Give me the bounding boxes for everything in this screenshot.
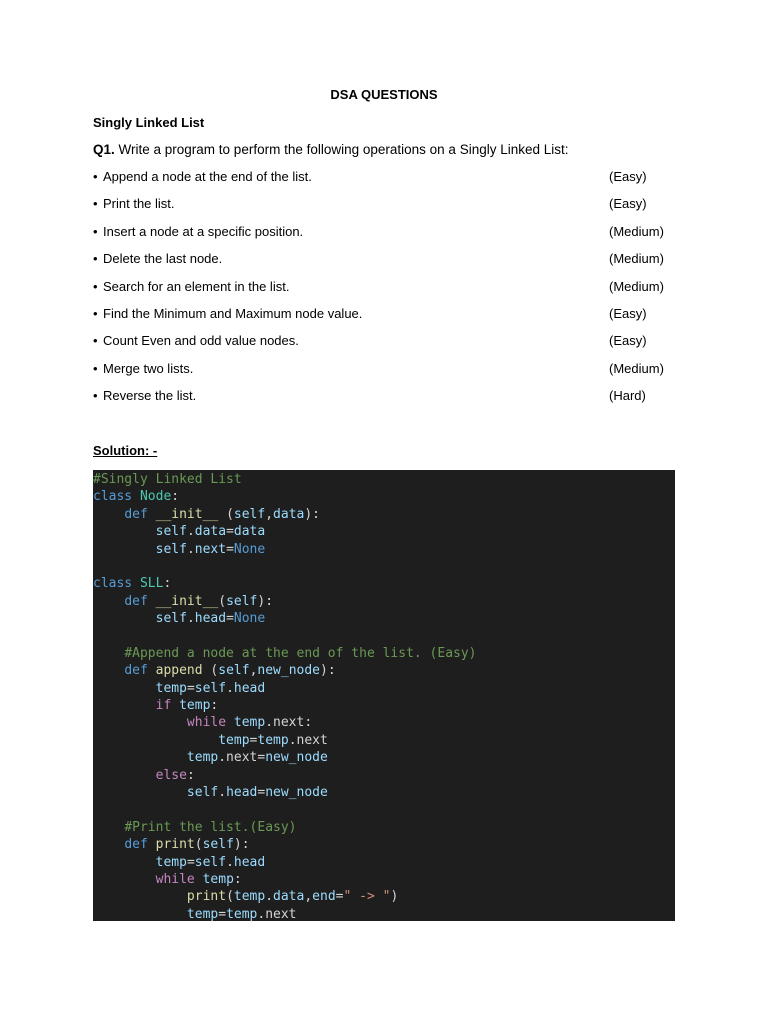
code-line bbox=[93, 575, 477, 592]
code-token: ) bbox=[390, 889, 399, 905]
code-token: SLL bbox=[139, 576, 164, 592]
code-line bbox=[93, 506, 477, 523]
code-token: def bbox=[124, 593, 148, 609]
task-difficulty: (Easy) bbox=[609, 305, 647, 321]
code-token: self bbox=[186, 785, 219, 801]
question-text: Write a program to perform the following operations on a Singly Linked List: bbox=[114, 142, 569, 157]
code-token bbox=[93, 507, 124, 522]
code-token: temp bbox=[155, 680, 187, 696]
bullet-icon: • bbox=[93, 333, 98, 349]
code-token: temp bbox=[186, 750, 219, 766]
code-token bbox=[93, 733, 218, 748]
bullet-icon: • bbox=[93, 251, 98, 267]
code-token: data bbox=[233, 524, 266, 540]
code-line bbox=[93, 767, 477, 784]
task-item bbox=[93, 361, 693, 388]
code-token: : bbox=[210, 698, 219, 714]
code-token: temp bbox=[179, 698, 211, 714]
task-difficulty: (Easy) bbox=[609, 333, 647, 349]
code-token: self bbox=[202, 837, 234, 853]
code-lines bbox=[93, 471, 477, 921]
code-token: self bbox=[194, 854, 227, 870]
code-token: def bbox=[124, 837, 148, 853]
code-line bbox=[93, 697, 477, 714]
code-token: = bbox=[186, 854, 195, 870]
code-token: new_node bbox=[257, 663, 321, 679]
code-token: None bbox=[233, 611, 266, 627]
code-token bbox=[93, 646, 124, 661]
code-token: = bbox=[226, 611, 234, 627]
code-token bbox=[195, 872, 203, 887]
code-token: ): bbox=[233, 837, 250, 853]
code-token: ( bbox=[218, 593, 227, 609]
task-text: Insert a node at a specific position. bbox=[103, 223, 304, 239]
code-token: __init__ bbox=[155, 506, 219, 522]
code-token bbox=[226, 715, 234, 730]
bullet-icon: • bbox=[93, 388, 98, 404]
task-item bbox=[93, 251, 693, 278]
code-token bbox=[93, 768, 156, 783]
code-token: while bbox=[155, 871, 195, 887]
code-token: __init__ bbox=[155, 593, 219, 609]
code-token: .next= bbox=[218, 750, 266, 766]
code-line bbox=[93, 680, 477, 697]
code-token: temp bbox=[218, 732, 250, 748]
code-token bbox=[93, 872, 156, 887]
code-token: ): bbox=[304, 506, 321, 522]
code-token: self bbox=[233, 506, 266, 522]
code-line bbox=[93, 541, 477, 558]
code-token: , bbox=[304, 889, 313, 905]
code-token: ( bbox=[218, 506, 234, 522]
code-token: . bbox=[265, 889, 274, 905]
task-difficulty: (Easy) bbox=[609, 196, 647, 212]
code-token: = bbox=[218, 906, 227, 921]
code-token: head bbox=[226, 785, 258, 801]
bullet-icon: • bbox=[93, 169, 98, 184]
code-token: " -> " bbox=[343, 889, 391, 905]
code-token: new_node bbox=[265, 750, 328, 766]
code-token bbox=[93, 542, 156, 557]
code-line bbox=[93, 732, 477, 749]
code-token: : bbox=[163, 576, 172, 592]
code-token: . bbox=[186, 611, 195, 627]
code-line bbox=[93, 523, 477, 540]
code-token: temp bbox=[226, 906, 258, 921]
bullet-icon: • bbox=[93, 278, 98, 294]
code-line bbox=[93, 871, 477, 888]
code-token: ): bbox=[320, 663, 336, 679]
task-difficulty: (Hard) bbox=[609, 388, 646, 404]
code-line bbox=[93, 906, 477, 921]
code-line bbox=[93, 854, 477, 871]
code-token bbox=[93, 594, 124, 609]
code-token: data bbox=[273, 506, 305, 522]
code-token: def bbox=[124, 663, 148, 679]
code-token bbox=[148, 837, 156, 852]
code-token: = bbox=[335, 889, 344, 905]
code-token: : bbox=[186, 767, 195, 783]
code-token bbox=[93, 750, 187, 765]
task-text: Merge two lists. bbox=[103, 360, 194, 376]
code-token bbox=[93, 820, 124, 835]
code-token: self bbox=[194, 680, 227, 696]
code-token bbox=[132, 576, 140, 591]
task-list bbox=[93, 169, 693, 416]
code-token: class bbox=[93, 576, 133, 592]
code-token: . bbox=[226, 854, 234, 870]
code-token bbox=[93, 715, 187, 730]
code-line bbox=[93, 662, 477, 679]
code-token: temp bbox=[186, 906, 219, 921]
code-line bbox=[93, 593, 477, 610]
task-difficulty: (Medium) bbox=[609, 251, 664, 267]
bullet-icon: • bbox=[93, 196, 98, 212]
task-text: Reverse the list. bbox=[103, 388, 197, 404]
code-token: self bbox=[226, 593, 258, 609]
task-text: Delete the last node. bbox=[103, 251, 223, 267]
code-token: head bbox=[233, 680, 266, 696]
task-difficulty: (Medium) bbox=[609, 278, 664, 294]
code-token: if bbox=[155, 698, 172, 714]
section-heading: Singly Linked List bbox=[93, 115, 205, 130]
code-block bbox=[93, 470, 675, 921]
task-text: Append a node at the end of the list. bbox=[103, 169, 312, 184]
code-token: self bbox=[155, 541, 187, 557]
task-item bbox=[93, 279, 693, 306]
code-token: print bbox=[186, 889, 227, 905]
code-token bbox=[93, 837, 124, 852]
code-token: temp bbox=[233, 715, 266, 731]
code-line bbox=[93, 558, 477, 575]
code-token: temp bbox=[257, 732, 289, 748]
code-token: = bbox=[226, 524, 234, 540]
task-item bbox=[93, 306, 693, 333]
code-line bbox=[93, 628, 477, 645]
code-token: . bbox=[186, 541, 195, 557]
code-line bbox=[93, 488, 477, 505]
code-token: .next bbox=[288, 732, 328, 748]
code-token: = bbox=[257, 785, 266, 801]
code-token: ( bbox=[226, 889, 234, 905]
code-token: append bbox=[155, 663, 203, 679]
code-line bbox=[93, 801, 477, 818]
code-token: #Singly Linked List bbox=[93, 472, 242, 487]
code-line bbox=[93, 819, 477, 836]
code-token: while bbox=[186, 715, 227, 731]
task-item bbox=[93, 169, 693, 196]
code-token: head bbox=[194, 611, 227, 627]
task-text: Find the Minimum and Maximum node value. bbox=[103, 305, 363, 321]
code-token bbox=[93, 785, 187, 800]
code-line bbox=[93, 888, 477, 905]
code-token: , bbox=[265, 506, 274, 522]
code-token: None bbox=[233, 541, 266, 557]
code-token: : bbox=[233, 871, 242, 887]
code-token bbox=[93, 889, 187, 904]
code-token: = bbox=[226, 541, 234, 557]
code-token bbox=[171, 698, 179, 713]
code-token: temp bbox=[202, 871, 234, 887]
code-token: .next: bbox=[265, 715, 313, 731]
code-token: . bbox=[226, 680, 234, 696]
code-line bbox=[93, 610, 477, 627]
task-difficulty: (Medium) bbox=[609, 223, 664, 239]
code-token bbox=[148, 594, 156, 609]
code-token: data bbox=[273, 889, 305, 905]
code-token bbox=[93, 663, 124, 678]
code-token: . bbox=[186, 524, 195, 540]
code-token: . bbox=[218, 785, 227, 801]
code-token: else bbox=[155, 767, 187, 783]
code-token bbox=[148, 507, 156, 522]
code-token bbox=[93, 524, 156, 539]
task-difficulty: (Easy) bbox=[609, 169, 647, 184]
code-token bbox=[148, 663, 156, 678]
code-token: ( bbox=[194, 837, 203, 853]
bullet-icon: • bbox=[93, 305, 98, 321]
task-difficulty: (Medium) bbox=[609, 360, 664, 376]
code-token: .next bbox=[257, 906, 297, 921]
question-label: Q1. bbox=[93, 142, 115, 157]
bullet-icon: • bbox=[93, 360, 98, 376]
code-token: temp bbox=[233, 889, 266, 905]
task-text: Print the list. bbox=[103, 196, 175, 212]
code-token: temp bbox=[155, 854, 187, 870]
code-token: ( bbox=[202, 663, 219, 679]
code-token bbox=[132, 489, 140, 504]
task-item bbox=[93, 196, 693, 223]
code-token: def bbox=[124, 506, 148, 522]
code-token: self bbox=[155, 611, 187, 627]
code-line bbox=[93, 784, 477, 801]
code-token: ): bbox=[257, 593, 274, 609]
code-token: next bbox=[194, 541, 227, 557]
task-item bbox=[93, 388, 693, 415]
task-text: Count Even and odd value nodes. bbox=[103, 333, 299, 349]
code-token bbox=[93, 681, 156, 696]
task-item bbox=[93, 224, 693, 251]
code-token bbox=[93, 855, 156, 870]
code-token: , bbox=[249, 663, 258, 679]
code-token: Node bbox=[139, 489, 172, 505]
code-line bbox=[93, 471, 477, 488]
code-token: #Print the list.(Easy) bbox=[124, 819, 297, 835]
code-token: = bbox=[249, 732, 258, 748]
document-title: DSA QUESTIONS bbox=[330, 87, 438, 102]
code-line bbox=[93, 749, 477, 766]
solution-label: Solution: - bbox=[93, 443, 158, 458]
code-line bbox=[93, 836, 477, 853]
code-token: = bbox=[186, 680, 195, 696]
task-item bbox=[93, 333, 693, 360]
code-token: self bbox=[155, 524, 187, 540]
bullet-icon: • bbox=[93, 223, 98, 239]
code-token bbox=[93, 907, 187, 921]
code-token: new_node bbox=[265, 785, 328, 801]
question-statement bbox=[93, 142, 569, 157]
code-token: : bbox=[171, 489, 180, 505]
code-line bbox=[93, 645, 477, 662]
code-token: self bbox=[218, 663, 250, 679]
code-token: #Append a node at the end of the list. (Easy) bbox=[124, 645, 477, 661]
code-token bbox=[93, 698, 156, 713]
code-token: class bbox=[93, 489, 133, 505]
task-text: Search for an element in the list. bbox=[103, 278, 290, 294]
code-token: head bbox=[233, 854, 266, 870]
code-token bbox=[93, 611, 156, 626]
code-token: print bbox=[155, 837, 195, 853]
code-token: end bbox=[312, 889, 336, 905]
code-line bbox=[93, 714, 477, 731]
code-token: data bbox=[194, 524, 227, 540]
